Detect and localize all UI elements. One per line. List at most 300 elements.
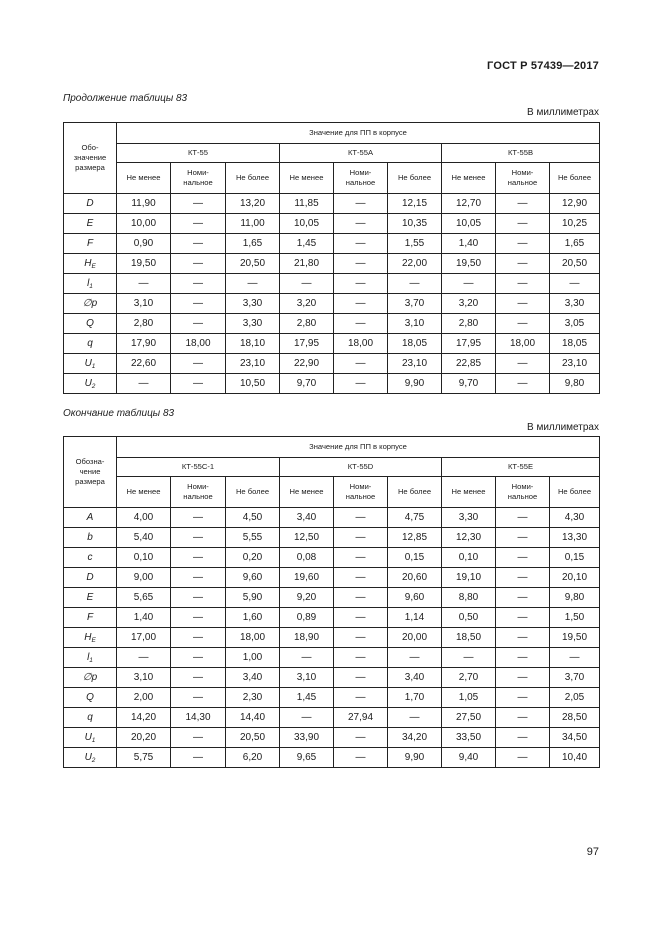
value-header: Значение для ПП в корпусе (117, 123, 600, 144)
designation-symbol: F (86, 612, 94, 623)
value-cell: — (334, 374, 388, 394)
value-cell: 1,14 (388, 608, 442, 628)
value-cell: 9,40 (442, 748, 496, 768)
value-cell: 0,20 (226, 548, 280, 568)
value-cell: — (171, 748, 226, 768)
value-cell: — (334, 314, 388, 334)
value-cell: 21,80 (280, 254, 334, 274)
value-cell: 9,20 (280, 588, 334, 608)
value-cell: 0,50 (442, 608, 496, 628)
value-cell: 12,30 (442, 528, 496, 548)
value-cell: 22,85 (442, 354, 496, 374)
value-cell: — (442, 274, 496, 294)
value-cell: — (550, 274, 600, 294)
value-cell: 11,85 (280, 194, 334, 214)
value-cell: — (334, 668, 388, 688)
subcolumn-header: Номи- нальное (171, 163, 226, 194)
designation-symbol: Q (86, 692, 94, 703)
value-cell: — (171, 548, 226, 568)
value-cell: 1,70 (388, 688, 442, 708)
value-cell: 19,60 (280, 568, 334, 588)
value-cell: 13,30 (550, 528, 600, 548)
designation-symbol: U (84, 378, 92, 389)
value-cell: 13,20 (226, 194, 280, 214)
value-cell: — (496, 508, 550, 528)
value-cell: 2,00 (117, 688, 171, 708)
value-cell: 17,00 (117, 628, 171, 648)
value-cell: — (496, 648, 550, 668)
value-cell: 10,00 (117, 214, 171, 234)
value-cell: — (550, 648, 600, 668)
package-header: КТ-55 (117, 144, 280, 163)
value-cell: — (171, 314, 226, 334)
value-cell: 1,45 (280, 688, 334, 708)
designation-cell (64, 314, 117, 334)
table-row (64, 628, 600, 648)
value-cell: 10,05 (280, 214, 334, 234)
value-cell: — (171, 354, 226, 374)
designation-cell (64, 294, 117, 314)
value-cell: 4,50 (226, 508, 280, 528)
designation-subscript: 1 (91, 363, 96, 370)
value-cell: 4,30 (550, 508, 600, 528)
designation-symbol: D (86, 198, 94, 209)
table2 (63, 436, 600, 768)
value-cell: — (171, 608, 226, 628)
value-cell: 2,80 (117, 314, 171, 334)
value-cell: 27,94 (334, 708, 388, 728)
value-cell: — (171, 274, 226, 294)
subcolumn-header: Не менее (117, 477, 171, 508)
value-cell: 18,00 (334, 334, 388, 354)
value-cell: — (334, 274, 388, 294)
value-cell: 0,10 (117, 548, 171, 568)
value-cell: 12,15 (388, 194, 442, 214)
value-cell: — (280, 648, 334, 668)
value-cell: 23,10 (226, 354, 280, 374)
designation-cell (64, 728, 117, 748)
value-cell: — (171, 668, 226, 688)
value-cell: 20,10 (550, 568, 600, 588)
value-cell: 14,30 (171, 708, 226, 728)
value-cell: 5,40 (117, 528, 171, 548)
value-cell: 23,10 (550, 354, 600, 374)
value-cell: — (171, 648, 226, 668)
designation-symbol: E (86, 218, 94, 229)
value-cell: 1,55 (388, 234, 442, 254)
value-cell: 19,50 (550, 628, 600, 648)
value-cell: — (334, 628, 388, 648)
table-row (64, 194, 600, 214)
value-cell: 4,75 (388, 508, 442, 528)
value-cell: 19,50 (117, 254, 171, 274)
value-cell: — (171, 214, 226, 234)
designation-cell (64, 234, 117, 254)
value-cell: 2,30 (226, 688, 280, 708)
designation-cell (64, 648, 117, 668)
value-cell: 17,95 (442, 334, 496, 354)
value-cell: 9,90 (388, 748, 442, 768)
value-cell: 22,90 (280, 354, 334, 374)
table-row (64, 708, 600, 728)
value-cell: 22,00 (388, 254, 442, 274)
package-row (64, 458, 600, 477)
designation-cell (64, 688, 117, 708)
value-cell: 18,00 (171, 334, 226, 354)
table-row (64, 214, 600, 234)
designation-cell (64, 708, 117, 728)
value-cell: 3,20 (280, 294, 334, 314)
designation-cell (64, 508, 117, 528)
value-cell: 3,30 (226, 294, 280, 314)
value-cell: — (334, 194, 388, 214)
designation-symbol: E (86, 592, 94, 603)
value-cell: 18,50 (442, 628, 496, 648)
header-row (64, 437, 600, 458)
designation-cell (64, 628, 117, 648)
value-cell: — (171, 508, 226, 528)
value-cell: 9,70 (442, 374, 496, 394)
package-header: КТ-55D (280, 458, 442, 477)
subcolumn-header: Не более (550, 477, 600, 508)
value-cell: 9,00 (117, 568, 171, 588)
value-cell: 14,20 (117, 708, 171, 728)
value-cell: — (171, 628, 226, 648)
value-cell: 3,40 (226, 668, 280, 688)
table-row (64, 588, 600, 608)
value-cell: 1,05 (442, 688, 496, 708)
table-row (64, 314, 600, 334)
value-cell: 4,00 (117, 508, 171, 528)
value-cell: 18,10 (226, 334, 280, 354)
value-cell: 0,90 (117, 234, 171, 254)
subcolumn-header: Номи- нальное (496, 163, 550, 194)
designation-cell (64, 194, 117, 214)
designation-subscript: 1 (91, 737, 96, 744)
designation-symbol: U (84, 732, 92, 743)
value-cell: 18,00 (226, 628, 280, 648)
value-cell: — (496, 254, 550, 274)
subcolumn-header: Номи- нальное (334, 477, 388, 508)
value-cell: 23,10 (388, 354, 442, 374)
value-cell: — (496, 294, 550, 314)
designation-cell (64, 548, 117, 568)
value-cell: — (496, 728, 550, 748)
value-cell: — (226, 274, 280, 294)
value-cell: — (496, 234, 550, 254)
designation-symbol: q (87, 712, 93, 723)
table-row (64, 254, 600, 274)
value-cell: — (334, 294, 388, 314)
value-cell: 10,40 (550, 748, 600, 768)
table1-caption: Продолжение таблицы 83 (63, 93, 188, 104)
subcolumn-header: Номи- нальное (496, 477, 550, 508)
value-cell: 27,50 (442, 708, 496, 728)
value-cell: 14,40 (226, 708, 280, 728)
value-cell: 8,80 (442, 588, 496, 608)
table-row (64, 748, 600, 768)
document-standard-header: ГОСТ Р 57439—2017 (487, 60, 599, 72)
value-cell: 5,75 (117, 748, 171, 768)
value-cell: — (496, 528, 550, 548)
table-row (64, 274, 600, 294)
value-cell: — (442, 648, 496, 668)
value-cell: — (280, 708, 334, 728)
value-cell: 2,80 (442, 314, 496, 334)
value-cell: 10,05 (442, 214, 496, 234)
value-cell: 1,65 (550, 234, 600, 254)
value-cell: 3,40 (280, 508, 334, 528)
value-cell: 1,45 (280, 234, 334, 254)
table-row (64, 528, 600, 548)
table2-caption: Окончание таблицы 83 (63, 408, 175, 419)
value-cell: 3,10 (117, 668, 171, 688)
value-cell: 10,50 (226, 374, 280, 394)
value-cell: 20,60 (388, 568, 442, 588)
value-cell: 18,00 (496, 334, 550, 354)
value-cell: 20,00 (388, 628, 442, 648)
table-row (64, 548, 600, 568)
value-cell: 3,10 (280, 668, 334, 688)
value-cell: 17,90 (117, 334, 171, 354)
designation-symbol: U (84, 358, 92, 369)
value-cell: 2,80 (280, 314, 334, 334)
designation-cell (64, 354, 117, 374)
value-cell: 19,10 (442, 568, 496, 588)
subcolumn-header: Не более (388, 477, 442, 508)
value-cell: 11,00 (226, 214, 280, 234)
value-cell: 20,50 (550, 254, 600, 274)
value-cell: 1,40 (117, 608, 171, 628)
value-cell: 1,50 (550, 608, 600, 628)
value-cell: — (496, 354, 550, 374)
value-cell: 5,65 (117, 588, 171, 608)
table1-units: В миллиметрах (527, 107, 599, 118)
value-cell: — (334, 354, 388, 374)
table-row (64, 234, 600, 254)
value-cell: — (117, 274, 171, 294)
package-header: КТ-55Е (442, 458, 600, 477)
designation-cell (64, 214, 117, 234)
subcolumn-header: Не более (226, 477, 280, 508)
value-cell: 0,08 (280, 548, 334, 568)
table1 (63, 122, 600, 394)
value-cell: 34,50 (550, 728, 600, 748)
value-cell: — (496, 668, 550, 688)
value-cell: 11,90 (117, 194, 171, 214)
value-cell: 9,65 (280, 748, 334, 768)
designation-symbol: A (86, 512, 94, 523)
value-cell: — (496, 194, 550, 214)
designation-cell (64, 274, 117, 294)
value-cell: 33,50 (442, 728, 496, 748)
table-row (64, 648, 600, 668)
value-cell: 20,50 (226, 728, 280, 748)
value-cell: — (334, 528, 388, 548)
designation-cell (64, 254, 117, 274)
value-cell: 33,90 (280, 728, 334, 748)
value-cell: 12,70 (442, 194, 496, 214)
value-cell: — (334, 508, 388, 528)
value-cell: 5,55 (226, 528, 280, 548)
value-cell: 3,70 (550, 668, 600, 688)
designation-symbol: l (87, 652, 90, 663)
designation-cell (64, 568, 117, 588)
value-cell: — (334, 728, 388, 748)
value-cell: 17,95 (280, 334, 334, 354)
value-cell: 9,80 (550, 374, 600, 394)
value-cell: 3,70 (388, 294, 442, 314)
value-cell: — (334, 214, 388, 234)
table-row (64, 728, 600, 748)
value-cell: — (334, 648, 388, 668)
value-cell: 2,05 (550, 688, 600, 708)
value-cell: 3,40 (388, 668, 442, 688)
table-row (64, 374, 600, 394)
package-header: КТ-55С-1 (117, 458, 280, 477)
value-cell: 3,20 (442, 294, 496, 314)
value-cell: 10,35 (388, 214, 442, 234)
value-cell: — (171, 728, 226, 748)
designation-subscript: 2 (91, 383, 96, 390)
subcolumn-header: Не более (550, 163, 600, 194)
value-cell: 18,05 (550, 334, 600, 354)
value-cell: — (334, 548, 388, 568)
subcolumn-header: Не более (226, 163, 280, 194)
table-row (64, 334, 600, 354)
designation-symbol: D (86, 572, 94, 583)
subcolumn-header: Номи- нальное (334, 163, 388, 194)
value-cell: 0,15 (388, 548, 442, 568)
subcolumn-row (64, 477, 600, 508)
value-cell: — (171, 374, 226, 394)
value-cell: — (496, 568, 550, 588)
value-cell: 3,10 (388, 314, 442, 334)
table-row (64, 294, 600, 314)
value-cell: 12,90 (550, 194, 600, 214)
value-cell: 3,30 (442, 508, 496, 528)
value-cell: 0,15 (550, 548, 600, 568)
value-cell: 2,70 (442, 668, 496, 688)
subcolumn-header: Не менее (442, 477, 496, 508)
table-row (64, 354, 600, 374)
value-cell: — (171, 294, 226, 314)
value-cell: 0,10 (442, 548, 496, 568)
value-cell: — (171, 528, 226, 548)
value-cell: 6,20 (226, 748, 280, 768)
value-cell: — (496, 628, 550, 648)
value-cell: 22,60 (117, 354, 171, 374)
value-cell: 12,85 (388, 528, 442, 548)
value-cell: — (171, 688, 226, 708)
value-cell: — (334, 254, 388, 274)
designation-symbol: F (86, 238, 94, 249)
value-cell: 1,65 (226, 234, 280, 254)
value-cell: 18,90 (280, 628, 334, 648)
designation-cell (64, 334, 117, 354)
value-cell: — (388, 648, 442, 668)
subcolumn-header: Не менее (280, 163, 334, 194)
table-row (64, 508, 600, 528)
value-cell: 12,50 (280, 528, 334, 548)
value-cell: — (496, 214, 550, 234)
value-cell: 9,70 (280, 374, 334, 394)
value-cell: — (388, 708, 442, 728)
subcolumn-header: Не более (388, 163, 442, 194)
value-header: Значение для ПП в корпусе (117, 437, 600, 458)
designation-symbol: Q (86, 318, 94, 329)
value-cell: — (388, 274, 442, 294)
designation-header: Обо- значение размера (64, 123, 117, 194)
designation-symbol: ∅p (82, 298, 98, 309)
designation-cell (64, 374, 117, 394)
value-cell: 20,20 (117, 728, 171, 748)
value-cell: 3,30 (550, 294, 600, 314)
value-cell: 1,40 (442, 234, 496, 254)
designation-symbol: H (84, 258, 92, 269)
table2-units: В миллиметрах (527, 422, 599, 433)
value-cell: 34,20 (388, 728, 442, 748)
value-cell: 1,00 (226, 648, 280, 668)
designation-subscript: 1 (89, 657, 93, 664)
subcolumn-header: Не менее (442, 163, 496, 194)
designation-cell (64, 668, 117, 688)
package-row (64, 144, 600, 163)
value-cell: 28,50 (550, 708, 600, 728)
designation-symbol: b (87, 532, 93, 543)
subcolumn-header: Не менее (117, 163, 171, 194)
value-cell: — (334, 588, 388, 608)
value-cell: 9,90 (388, 374, 442, 394)
value-cell: — (334, 608, 388, 628)
value-cell: — (171, 234, 226, 254)
value-cell: — (171, 254, 226, 274)
value-cell: — (117, 648, 171, 668)
designation-header: Обозна- чение размера (64, 437, 117, 508)
value-cell: 18,05 (388, 334, 442, 354)
package-header: КТ-55А (280, 144, 442, 163)
value-cell: — (334, 234, 388, 254)
value-cell: — (496, 374, 550, 394)
value-cell: — (280, 274, 334, 294)
value-cell: — (496, 314, 550, 334)
designation-subscript: 1 (89, 283, 93, 290)
subcolumn-header: Не менее (280, 477, 334, 508)
value-cell: 3,30 (226, 314, 280, 334)
table-row (64, 688, 600, 708)
designation-symbol: ∅p (82, 672, 98, 683)
value-cell: — (496, 274, 550, 294)
subcolumn-row (64, 163, 600, 194)
value-cell: — (171, 588, 226, 608)
value-cell: 9,80 (550, 588, 600, 608)
value-cell: — (117, 374, 171, 394)
designation-subscript: E (91, 263, 96, 270)
value-cell: 9,60 (226, 568, 280, 588)
value-cell: — (334, 688, 388, 708)
value-cell: 5,90 (226, 588, 280, 608)
value-cell: — (496, 708, 550, 728)
value-cell: 0,89 (280, 608, 334, 628)
designation-symbol: q (87, 338, 93, 349)
value-cell: — (334, 568, 388, 588)
value-cell: — (496, 548, 550, 568)
value-cell: 1,60 (226, 608, 280, 628)
value-cell: 9,60 (388, 588, 442, 608)
value-cell: — (334, 748, 388, 768)
value-cell: 20,50 (226, 254, 280, 274)
value-cell: 3,10 (117, 294, 171, 314)
